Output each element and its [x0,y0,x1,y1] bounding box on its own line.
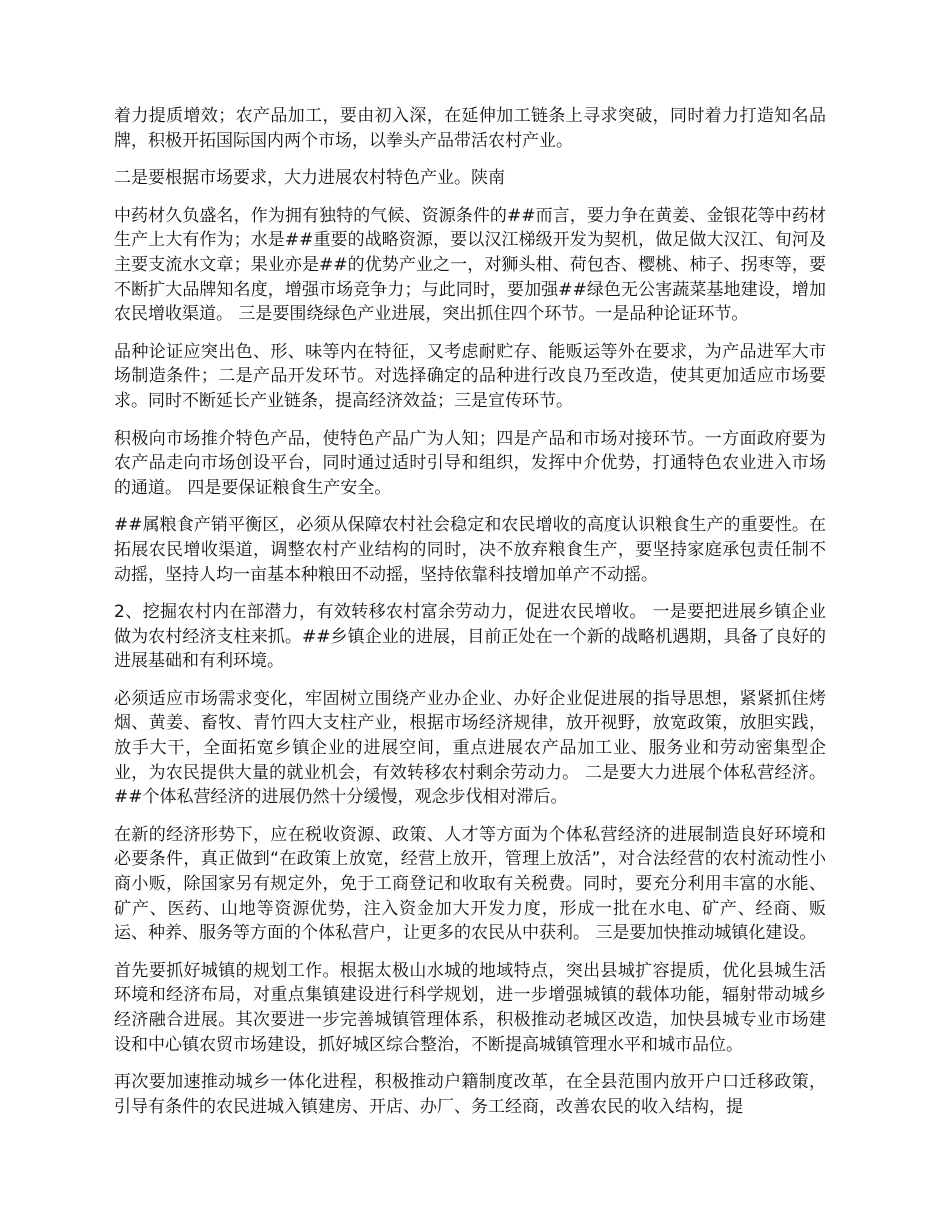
paragraph: 品种论证应突出色、形、味等内在特征，又考虑耐贮存、能贩运等外在要求，为产品进军大市场制造条件；二是产品开发环节。对选择确定的品种进行改良乃至改造，使其更加适应市场要求。同时不断延长产业链条，提高经济效益；三是宣传环节。 [114,341,826,411]
paragraph: 二是要根据市场要求，大力进展农村特色产业。陕南 [114,168,505,189]
document-page [114,104,826,1132]
paragraph: 积极向市场推介特色产品，使特色产品广为人知；四是产品和市场对接环节。一方面政府要为农产品走向市场创设平台，同时通过适时引导和组织，发挥中介优势，打通特色农业进入市场的通道。 四是要保证粮食生产安全。 [114,428,826,498]
paragraph: 在新的经济形势下，应在税收资源、政策、人才等方面为个体私营经济的进展制造良好环境和必要条件，真正做到“在政策上放宽，经营上放开，管理上放活”，对合法经营的农村流动性小商小贩，除国家另有规定外，免于工商登记和收取有关税费。同时，要充分利用丰富的水能、矿产、医药、山地等资源优势，注入资金加大开发力度，形成一批在水电、矿产、经商、贩运、种养、服务等方面的个体私营户，让更多的农民从中获利。 三是要加快推动城镇化建设。 [114,824,826,944]
paragraph: 首先要抓好城镇的规划工作。根据太极山水城的地域特点，突出县城扩容提质，优化县城生活环境和经济布局，对重点集镇建设进行科学规划，进一步增强城镇的载体功能，辐射带动城乡经济融合进展。其次要进一步完善城镇管理体系，积极推动老城区改造，加快县城专业市场建设和中心镇农贸市场建设，抓好城区综合整治，不断提高城镇管理水平和城市品位。 [114,960,826,1055]
paragraph: ##属粮食产销平衡区，必须从保障农村社会稳定和农民增收的高度认识粮食生产的重要性。在拓展农民增收渠道，调整农村产业结构的同时，决不放弃粮食生产，要坚持家庭承包责任制不动摇，坚持人均一亩基本种粮田不动摇，坚持依靠科技增加单产不动摇。 [114,515,826,585]
paragraph: 再次要加速推动城乡一体化进程，积极推动户籍制度改革，在全县范围内放开户口迁移政策，引导有条件的农民进城入镇建房、开店、办厂、务工经商，改善农民的收入结构，提 [114,1072,826,1117]
paragraph: 必须适应市场需求变化，牢固树立围绕产业办企业、办好企业促进展的指导思想，紧紧抓住烤烟、黄姜、畜牧、青竹四大支柱产业，根据市场经济规律，放开视野，放宽政策，放胆实践，放手大干，全面拓宽乡镇企业的进展空间，重点进展农产品加工业、服务业和劳动密集型企业，为农民提供大量的就业机会，有效转移农村剩余劳动力。 二是要大力进展个体私营经济。##个体私营经济的进展仍然十分缓慢，观念步伐相对滞后。 [114,688,826,808]
paragraph: 2、挖掘农村内在部潜力，有效转移农村富余劳动力，促进农民增收。 一是要把进展乡镇企业做为农村经济支柱来抓。##乡镇企业的进展，目前正处在一个新的战略机遇期，具备了良好的进展基础和有利环境。 [114,602,826,672]
paragraph: 着力提质增效；农产品加工，要由初入深，在延伸加工链条上寻求突破，同时着力打造知名品牌，积极开拓国际国内两个市场，以拳头产品带活农村产业。 [114,106,826,151]
paragraph: 中药材久负盛名，作为拥有独特的气候、资源条件的##而言，要力争在黄姜、金银花等中药材生产上大有作为；水是##重要的战略资源，要以汉江梯级开发为契机，做足做大汉江、旬河及主要支流水文章；果业亦是##的优势产业之一，对狮头柑、荷包杏、樱桃、柿子、拐枣等，要不断扩大品牌知名度，增强市场竞争力；与此同时，要加强##绿色无公害蔬菜基地建设，增加农民增收渠道。 三是要围绕绿色产业进展，突出抓住四个环节。一是品种论证环节。 [114,205,826,325]
